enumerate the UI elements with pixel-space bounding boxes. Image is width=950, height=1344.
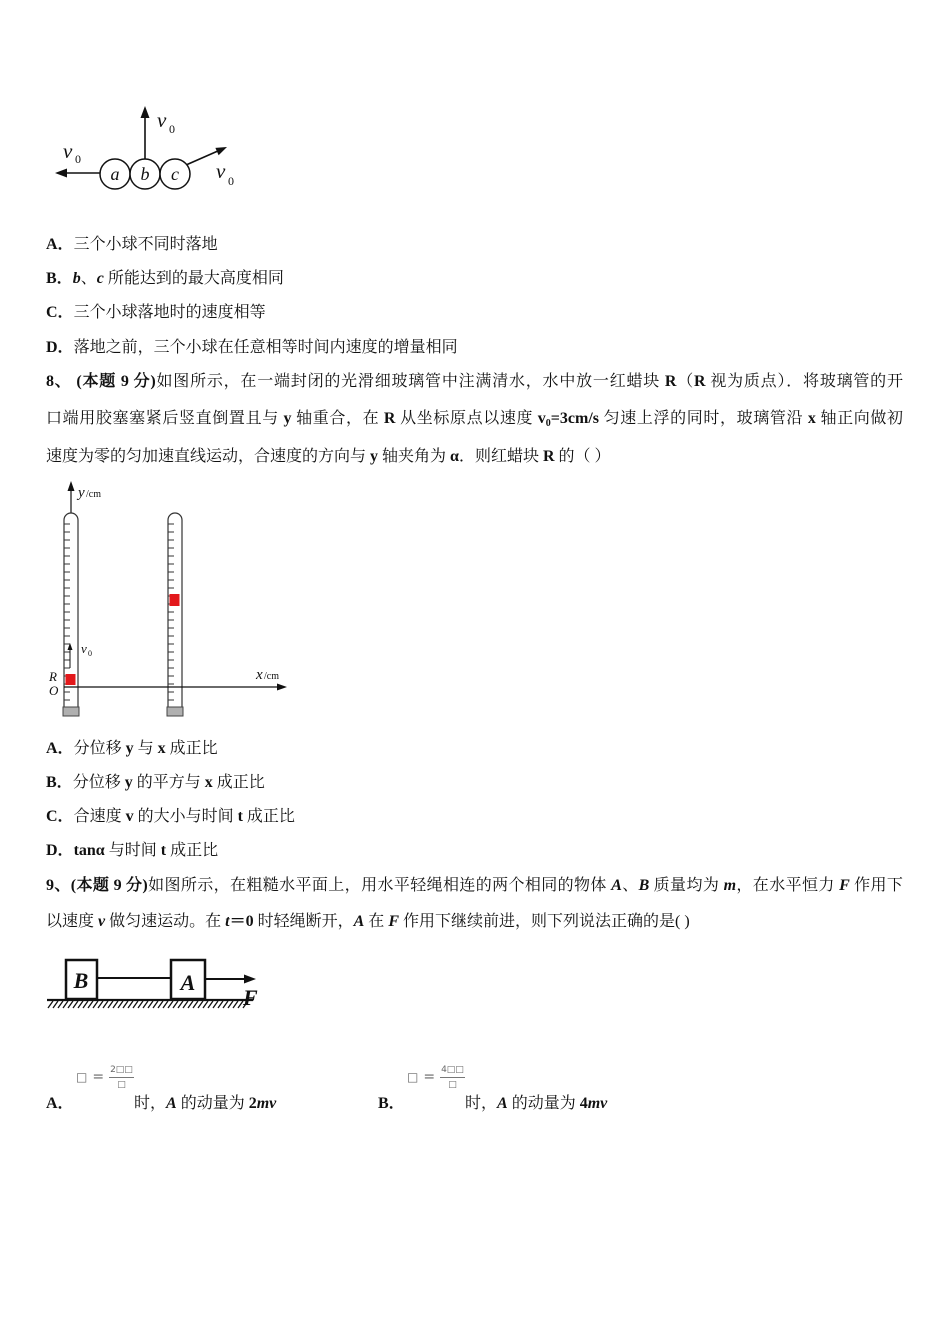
tube-1-stopper [63,707,79,716]
option-text [74,339,458,356]
text-run: b [72,270,81,287]
q8-stem-line-2 [46,409,903,429]
x-axis-arrowhead [277,684,287,691]
text-run: 落地之前，三个小球在任意相等时间内速度的增量相同 [73,339,458,356]
text-run: 时， [134,1095,167,1112]
wax-block-later [170,594,180,606]
text-run: A [353,913,365,930]
block-A-label: A [180,970,196,995]
q7-option-a [46,235,218,255]
text-run: 如图所示，在一端封闭的光滑细玻璃管中注满清水，水中放一红蜡块 [155,373,665,390]
text-run: 0 [545,418,551,429]
text-run: 的动量为 [507,1095,580,1112]
text-run: ．则红蜡块 [458,448,543,465]
text-run: 三个小球落地时的速度相等 [73,304,266,321]
option-text [74,304,266,321]
text-run: 与 [133,740,158,757]
text-run: 轴夹角为 [378,448,451,465]
ground-hatching [48,1001,248,1008]
text-run: v [98,913,106,930]
option-letter: B． [378,1095,405,1112]
text-run: 2 [248,1095,257,1112]
text-run: 分位移 [72,774,125,791]
formula-fraction [440,1065,465,1090]
text-run: v [125,808,134,825]
q8-option-c [46,807,295,827]
text-run: R [693,373,706,390]
left-velocity-arrowhead [55,169,67,178]
oblique-velocity-subscript: 0 [228,174,234,188]
text-run: 从坐标原点以速度 [395,410,538,427]
x-axis-variable: x [256,667,263,683]
force-label: F [243,985,258,1010]
text-run: y [283,410,292,427]
text-run: 以速度 [46,913,99,930]
text-run: 作用下 [849,877,903,894]
text-run: 三个小球不同时落地 [73,236,218,253]
text-run: A [166,1095,177,1112]
label-R: R [49,669,57,684]
ball-b-label: b [140,164,150,184]
option-text [74,808,295,825]
up-velocity-subscript: 0 [169,122,175,136]
q8-option-b [46,773,265,793]
formula-image [407,1062,465,1092]
formula-lhs: □ [407,1070,419,1084]
text-run: A [611,877,622,894]
option-text [74,236,218,253]
option-letter: B． [46,270,73,287]
option-text [73,774,265,791]
text-run: 做匀速运动。在 [105,913,226,930]
option-letter: C． [46,304,74,321]
q8-stem-line-1 [46,372,903,392]
text-run: 合速度 [73,808,126,825]
q7-option-d [46,338,458,358]
text-run: 口端用胶塞塞紧后竖直倒置且与 [46,410,284,427]
text-run: 成正比 [165,740,218,757]
formula-lhs: □ [76,1070,88,1084]
text-run: B [638,877,650,894]
text-run: 的动量为 [176,1095,249,1112]
tube-2-outline [168,513,182,707]
y-axis-arrowhead [68,481,75,491]
text-run: c [96,270,104,287]
text-run: F [839,877,850,894]
oblique-velocity-arrowhead [215,147,227,155]
tube-2-stopper [167,707,183,716]
text-run: R [542,448,555,465]
up-velocity-symbol: v [157,108,167,132]
label-O-origin: O [49,683,59,698]
text-run: F [388,913,399,930]
text-run: 成正比 [166,842,219,859]
option-letter: B． [46,774,73,791]
formula-equals: = [423,1069,436,1085]
left-velocity-symbol: v [63,139,73,163]
option-letter: A． [46,740,74,757]
text-run: 作用下继续前进，则下列说法正确的是( ) [398,913,690,930]
option-text [74,842,219,859]
text-run: 质量均为 [649,877,724,894]
text-run: y [124,774,133,791]
option-letter: D． [46,339,74,356]
block-B-label: B [73,968,89,993]
formula-equals: = [92,1069,105,1085]
text-run: m [723,877,737,894]
text-run: 在 [364,913,389,930]
text-run: t [225,913,230,930]
text-run: y [125,740,134,757]
wax-block-initial [66,674,76,685]
text-run: 成正比 [242,808,295,825]
option-letter: D． [46,842,74,859]
text-run: 9、(本题 9 分) [46,877,148,894]
q9-option-a [46,1060,366,1116]
text-run: =3cm/s [550,410,599,427]
y-axis-variable: y [78,485,85,501]
text-run: 速度为零的匀加速直线运动，合速度的方向与 [46,448,371,465]
y-axis-unit: /cm [86,489,101,500]
text-run: x [807,410,816,427]
text-run: x [204,774,213,791]
text-run: 的大小与时间 [133,808,238,825]
text-run: 时， [465,1095,498,1112]
text-run: 轴重合，在 [291,410,384,427]
wax-velocity-symbol: v [81,641,87,656]
text-run: 、 [621,877,639,894]
text-run: ，在水平恒力 [736,877,840,894]
text-run: 所能达到的最大高度相同 [103,270,284,287]
option-text [74,740,218,757]
q9-stem-line-1 [46,876,903,896]
option-text [465,1094,607,1114]
q8-option-a [46,739,218,759]
q8-option-d [46,841,218,861]
text-run: 时轻绳断开， [253,913,354,930]
ball-a-label: a [110,164,120,184]
text-run: 与时间 [104,842,161,859]
text-run: A [497,1095,508,1112]
text-run: （ [676,373,694,390]
text-run: R [383,410,396,427]
option-letter: A． [46,236,74,253]
formula-image [76,1062,134,1092]
text-run: mv [256,1095,277,1112]
text-run: 如图所示，在粗糙水平面上，用水平轻绳相连的两个相同的物体 [147,877,612,894]
text-run: x [157,740,166,757]
text-run: 、 [80,270,97,287]
formula-denominator: □ [448,1079,457,1090]
q8-stem-line-3 [46,447,611,467]
text-run: ＝0 [229,913,254,930]
option-letter: C． [46,808,74,825]
text-run: tanα [73,842,105,859]
text-run: t [237,808,243,825]
q9-option-b [378,1060,698,1116]
text-run: R [664,373,677,390]
text-run: 轴正向做初 [815,410,903,427]
formula-denominator: □ [117,1079,126,1090]
text-run: 匀速上浮的同时，玻璃管沿 [598,410,808,427]
wax-velocity-subscript: 0 [88,649,92,658]
text-run: 的（ ） [554,448,611,465]
q9-stem-line-2 [46,912,690,932]
formula-numerator: 2□□ [109,1065,134,1078]
up-velocity-arrowhead [141,106,150,118]
ball-c-label: c [171,164,179,184]
formula-fraction [109,1065,134,1090]
option-letter: A． [46,1095,74,1112]
text-run: t [160,842,167,859]
text-run: α [450,448,459,465]
text-run: v [537,410,546,427]
q7-figure-balls [45,100,245,195]
q8-figure-tubes [40,478,295,723]
x-axis-unit: /cm [264,671,279,682]
text-run: 分位移 [73,740,126,757]
left-velocity-subscript: 0 [75,152,81,166]
text-run: y [370,448,379,465]
q7-option-b [46,269,284,289]
q7-option-c [46,303,266,323]
q9-figure-blocks [40,940,265,1015]
text-run: 成正比 [212,774,265,791]
oblique-velocity-symbol: v [216,159,226,183]
text-run: 4 [579,1095,588,1112]
formula-numerator: 4□□ [440,1065,465,1078]
oblique-velocity-arrow-line [186,151,219,166]
option-text [134,1094,276,1114]
text-run: mv [587,1095,608,1112]
text-run: 视为质点）．将玻璃管的开 [705,373,903,390]
force-arrowhead [244,975,256,984]
text-run: 的平方与 [132,774,205,791]
option-text [73,270,284,287]
text-run: 8、 (本题 9 分) [46,373,156,390]
